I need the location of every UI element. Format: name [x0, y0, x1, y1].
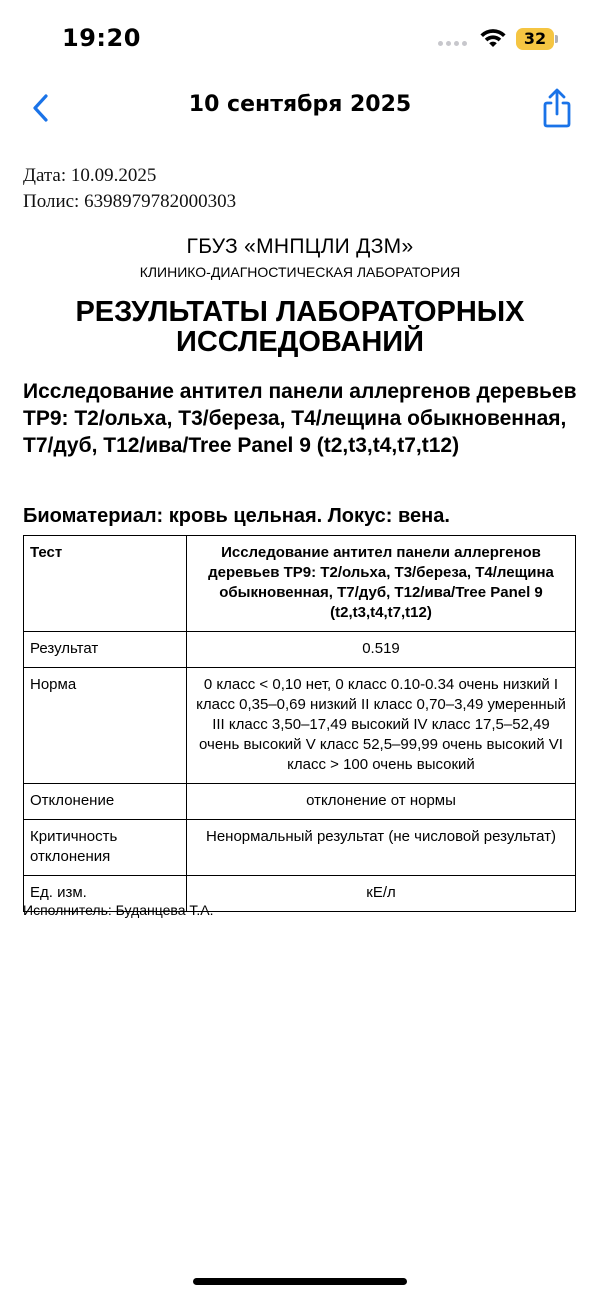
document-meta	[23, 163, 236, 215]
table-row-norm	[24, 668, 576, 784]
table-label-cell: Отклонение	[24, 784, 187, 820]
table-value-cell: Ненормальный результат (не числовой результат)	[187, 820, 576, 876]
document-title	[40, 297, 560, 357]
status-time: 19:20	[62, 24, 141, 52]
table-value-cell: Исследование антител панели аллергенов деревьев ТР9: Т2/ольха, Т3/береза, Т4/лещина обыкновенная, Т7/дуб, Т12/ива/Tree Panel 9 (t2,t3,t4,t7,t12)	[187, 536, 576, 632]
executor-line: Исполнитель: Буданцева Т.А.	[23, 902, 214, 918]
document-title-line2: ИССЛЕДОВАНИЙ	[176, 326, 424, 358]
navigation-bar	[0, 80, 600, 136]
table-value-cell: кЕ/л	[187, 876, 576, 912]
study-heading: Исследование антител панели аллергенов деревьев ТР9: Т2/ольха, Т3/береза, Т4/лещина обыкновенная, Т7/дуб, Т12/ива/Tree Panel 9 (t2,t3,t4,t7,t12)	[23, 380, 577, 457]
share-icon	[538, 86, 576, 130]
organization-name: ГБУЗ «МНПЦЛИ ДЗМ»	[186, 235, 414, 258]
table-row-result	[24, 632, 576, 668]
table-label-cell: Результат	[24, 632, 187, 668]
share-button[interactable]	[538, 86, 576, 130]
battery-level: 32	[523, 29, 547, 48]
table-label-cell: Тест	[24, 536, 187, 632]
policy-number: Полис: 6398979782000303	[23, 191, 237, 212]
table-value-cell: отклонение от нормы	[187, 784, 576, 820]
document-date: Дата: 10.09.2025	[23, 165, 157, 186]
back-button[interactable]	[26, 88, 58, 128]
table-label-cell: Норма	[24, 668, 187, 784]
results-table	[23, 535, 576, 912]
table-value-cell: 0 класс < 0,10 нет, 0 класс 0.10-0.34 очень низкий I класс 0,35–0,69 низкий II класс 0,70–3,49 умеренный III класс 3,50–17,49 высокий IV класс 17,5–52,49 очень высокий V класс 52,5–99,99 очень высокий VI класс > 100 очень высокий	[187, 668, 576, 784]
wifi-icon	[478, 26, 508, 50]
chevron-left-icon	[26, 88, 58, 128]
table-label-cell: Критичность отклонения	[24, 820, 187, 876]
battery-icon	[516, 28, 556, 50]
battery-cap	[555, 35, 558, 43]
cellular-signal-icon	[438, 41, 467, 46]
table-value-cell: 0.519	[187, 632, 576, 668]
status-bar	[0, 0, 600, 80]
table-row-criticality	[24, 820, 576, 876]
page-title: 10 сентября 2025	[188, 92, 412, 117]
document-title-line1: РЕЗУЛЬТАТЫ ЛАБОРАТОРНЫХ	[75, 296, 525, 328]
organization-subtitle: КЛИНИКО-ДИАГНОСТИЧЕСКАЯ ЛАБОРАТОРИЯ	[139, 264, 461, 280]
biomaterial-line: Биоматериал: кровь цельная. Локус: вена.	[23, 505, 450, 527]
table-row-deviation	[24, 784, 576, 820]
table-row-test	[24, 536, 576, 632]
home-indicator[interactable]	[193, 1278, 407, 1285]
table-label-cell: Ед. изм.	[24, 876, 187, 912]
